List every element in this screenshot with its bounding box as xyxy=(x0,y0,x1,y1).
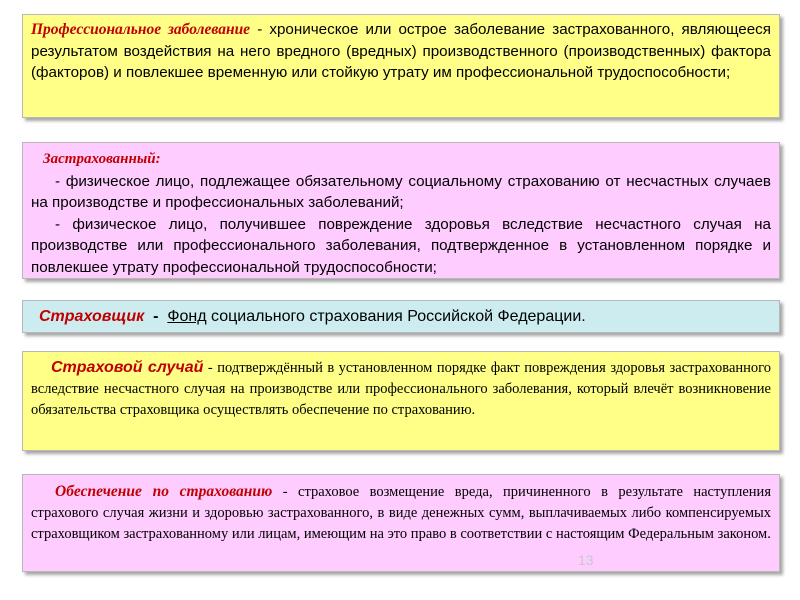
insurer-dash: - xyxy=(144,308,168,325)
term-insured-event: Страховой случай xyxy=(51,359,204,376)
definition-text: социального страхования Российской Федерации. xyxy=(206,308,586,325)
definition-insured-event xyxy=(22,351,780,451)
insured-item-1: - физическое лицо, подлежащее обязательному социальному страхованию от несчастных случаев на производстве и профессиональных заболеваний; xyxy=(31,172,771,211)
term-insured: Застрахованный: xyxy=(43,151,161,167)
definition-occupational-disease xyxy=(22,14,780,118)
definition-text: - страховое возмещение вреда, причиненного в результате наступления страхового случая жизни и здоровью застрахованного, в виде денежных сумм, выплачиваемых либо компенсируемых страховщиком застрахованному или лицам, имеющим на это право в соответствии с настоящим Федеральным законом. xyxy=(31,484,771,542)
fond-link: Фонд xyxy=(167,308,207,325)
definition-text: - подтверждённый в установленном порядке факт повреждения здоровья застрахованного вследствие несчастного случая на производстве или профессионального заболевания, который влечёт возникновение обязательства страховщика осуществлять обеспечение по страхованию. xyxy=(31,360,771,418)
page-number: 13 xyxy=(578,552,594,568)
term-occupational-disease: Профессиональное заболевание xyxy=(31,21,251,38)
term-insurer: Страховщик xyxy=(39,308,145,325)
definition-insured xyxy=(22,142,780,279)
definition-insurer xyxy=(22,300,780,333)
insured-item-2: - физическое лицо, получившее повреждение здоровья вследствие несчастного случая на производстве или профессионального заболевания, подтвержденное в установленном порядке и повлекшее утрату профессиональной трудоспособности; xyxy=(31,215,771,276)
definition-insurance-provision xyxy=(22,474,780,572)
term-insurance-provision: Обеспечение по страхованию xyxy=(55,483,273,500)
definition-text: - хроническое или острое заболевание застрахованного, являющееся результатом воздействия на него вредного (вредных) производственного (производственных) фактора (факторов) и повлекшее временную или стойкую утрату им профессиональной трудоспособности; xyxy=(31,21,771,81)
